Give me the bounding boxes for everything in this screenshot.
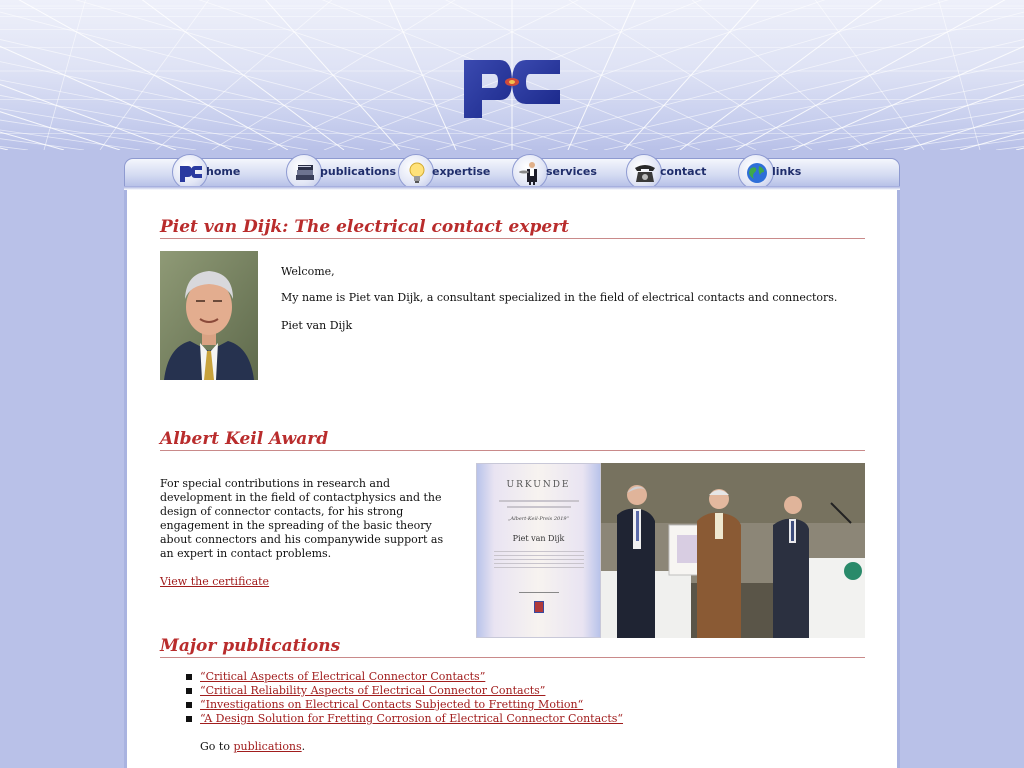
- telephone-icon: [626, 154, 662, 190]
- nav-label-publications[interactable]: publications: [320, 165, 397, 178]
- nav-label-contact[interactable]: contact: [660, 165, 707, 178]
- award-text-line: about connectors and his companywide support as: [160, 533, 444, 546]
- award-text-line: design of connector contacts, for his strong: [160, 505, 404, 518]
- award-heading: Albert Keil Award: [160, 429, 865, 451]
- goto-publications-link[interactable]: publications: [233, 740, 302, 753]
- goto-prefix: Go to: [200, 740, 234, 753]
- nav-label-services[interactable]: services: [546, 165, 597, 178]
- award-description: [160, 477, 460, 561]
- goto-suffix: .: [301, 740, 306, 753]
- portrait-photo: [160, 251, 258, 380]
- books-icon: [286, 154, 322, 190]
- site-logo: [464, 52, 560, 118]
- award-text-line: For special contributions in research and: [160, 477, 391, 490]
- certificate-subtitle: „Albert-Keil-Preis 2019“: [507, 516, 570, 522]
- bullet-icon: [186, 702, 192, 708]
- bullet-icon: [186, 688, 192, 694]
- nav-label-home[interactable]: home: [206, 165, 241, 178]
- lightbulb-icon: [398, 154, 434, 190]
- certificate-seal: [534, 601, 544, 613]
- bullet-icon: [186, 674, 192, 680]
- publications-list: [184, 670, 623, 726]
- award-text-line: engagement in the spreading of the basic theory: [160, 519, 432, 532]
- list-item: [184, 670, 623, 684]
- bullet-icon: [186, 716, 192, 722]
- publication-link[interactable]: “Investigations on Electrical Contacts Subjected to Fretting Motion“: [200, 698, 584, 711]
- list-item: [184, 698, 623, 712]
- nav-label-links[interactable]: links: [772, 165, 802, 178]
- award-text-line: development in the field of contactphysics and the: [160, 491, 442, 504]
- nav-label-expertise[interactable]: expertise: [432, 165, 491, 178]
- publication-link[interactable]: “A Design Solution for Fretting Corrosion of Electrical Connector Contacts“: [200, 712, 624, 725]
- intro-description: My name is Piet van Dijk, a consultant specialized in the field of electrical contacts and connectors.: [281, 291, 838, 304]
- certificate-heading: URKUNDE: [506, 480, 571, 490]
- intro-signature: Piet van Dijk: [281, 319, 353, 332]
- certificate-image: [476, 463, 601, 638]
- list-item: [184, 684, 623, 698]
- welcome-text: Welcome,: [281, 265, 335, 278]
- list-item: [184, 712, 623, 726]
- certificate-name: Piet van Dijk: [512, 534, 565, 543]
- globe-icon: [738, 154, 774, 190]
- goto-publications: [200, 740, 305, 754]
- award-ceremony-photo: [601, 463, 865, 638]
- panel-top-edge: [124, 186, 900, 190]
- waiter-icon: [512, 154, 548, 190]
- publication-link[interactable]: “Critical Reliability Aspects of Electrical Connector Contacts”: [200, 684, 546, 697]
- publication-link[interactable]: “Critical Aspects of Electrical Connector Contacts”: [200, 670, 486, 683]
- award-text-line: an expert in contact problems.: [160, 547, 332, 560]
- logo-icon: [172, 154, 208, 190]
- view-certificate-link[interactable]: View the certificate: [160, 575, 270, 588]
- intro-heading: Piet van Dijk: The electrical contact expert: [160, 217, 865, 239]
- publications-heading: Major publications: [160, 636, 865, 658]
